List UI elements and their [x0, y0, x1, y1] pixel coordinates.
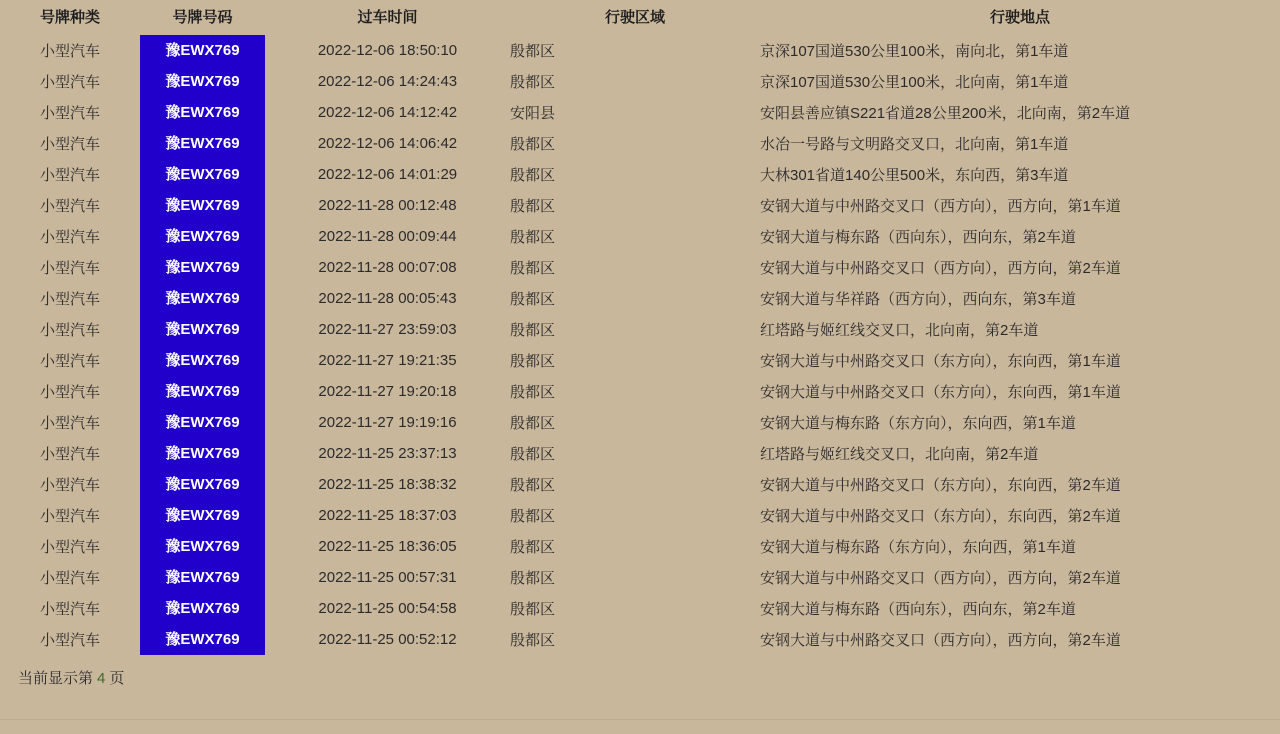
- cell-drive-location: 安钢大道与梅东路（东方向），东向西，第1车道: [760, 539, 1076, 556]
- cell-drive-location: 安钢大道与中州路交叉口（东方向），东向西，第2车道: [760, 508, 1121, 525]
- cell-drive-location: 红塔路与姬红线交叉口，北向南，第2车道: [760, 446, 1039, 463]
- cell-drive-location: 安钢大道与中州路交叉口（东方向），东向西，第1车道: [760, 384, 1121, 401]
- table-row: [0, 469, 1280, 500]
- cell-plate-type: 小型汽车: [39, 74, 100, 91]
- cell-plate-number: [140, 283, 265, 314]
- cell-pass-time: 2022-11-28 00:07:08: [318, 259, 457, 276]
- cell-drive-area: 殷都区: [510, 539, 556, 556]
- cell-drive-location: 安钢大道与华祥路（西方向），西向东，第3车道: [760, 291, 1076, 308]
- plate-badge: 豫EWX769: [140, 562, 265, 593]
- cell-drive-area: 殷都区: [510, 353, 556, 370]
- cell-pass-time: 2022-11-28 00:12:48: [318, 197, 457, 214]
- cell-drive-location: 安钢大道与梅东路（东方向），东向西，第1车道: [760, 415, 1076, 432]
- cell-drive-area: 殷都区: [510, 446, 556, 463]
- table-row: [0, 500, 1280, 531]
- plate-badge: 豫EWX769: [140, 438, 265, 469]
- column-header-drive-area: 行驶区域: [604, 9, 665, 26]
- table-header: [0, 0, 1280, 35]
- cell-pass-time: 2022-11-27 23:59:03: [318, 321, 457, 338]
- cell-plate-number: [140, 252, 265, 283]
- cell-plate-number: [140, 128, 265, 159]
- cell-pass-time: 2022-11-25 18:37:03: [318, 507, 457, 524]
- cell-plate-type: 小型汽车: [39, 198, 100, 215]
- cell-plate-number: [140, 345, 265, 376]
- table-row: [0, 35, 1280, 66]
- cell-plate-type: 小型汽车: [39, 601, 100, 618]
- cell-pass-time: 2022-11-25 18:36:05: [318, 538, 457, 555]
- cell-plate-type: 小型汽车: [39, 322, 100, 339]
- cell-plate-number: [140, 469, 265, 500]
- table-row: [0, 283, 1280, 314]
- cell-drive-area: 殷都区: [510, 167, 556, 184]
- cell-drive-location: 京深107国道530公里100米，北向南，第1车道: [760, 74, 1069, 91]
- cell-drive-area: 殷都区: [510, 508, 556, 525]
- plate-badge: 豫EWX769: [140, 345, 265, 376]
- cell-drive-location: 安钢大道与梅东路（西向东），西向东，第2车道: [760, 601, 1076, 618]
- cell-pass-time: 2022-11-25 00:52:12: [318, 631, 457, 648]
- cell-drive-location: 京深107国道530公里100米，南向北，第1车道: [760, 43, 1069, 60]
- table-row: [0, 345, 1280, 376]
- cell-drive-area: 殷都区: [510, 291, 556, 308]
- plate-badge: 豫EWX769: [140, 283, 265, 314]
- cell-drive-area: 殷都区: [510, 601, 556, 618]
- cell-plate-number: [140, 35, 265, 66]
- cell-pass-time: 2022-12-06 14:01:29: [317, 166, 458, 183]
- cell-plate-number: [140, 407, 265, 438]
- cell-plate-number: [140, 593, 265, 624]
- cell-pass-time: 2022-11-25 00:57:31: [318, 569, 457, 586]
- cell-drive-location: 安钢大道与中州路交叉口（东方向），东向西，第2车道: [760, 477, 1121, 494]
- column-header-pass-time: 过车时间: [357, 9, 418, 26]
- cell-plate-type: 小型汽车: [39, 539, 100, 556]
- cell-plate-number: [140, 376, 265, 407]
- cell-pass-time: 2022-12-06 14:24:43: [317, 73, 458, 90]
- pagination-status: [0, 655, 1280, 688]
- cell-plate-number: [140, 624, 265, 655]
- cell-drive-area: 殷都区: [510, 570, 556, 587]
- cell-drive-location: 安钢大道与中州路交叉口（西方向），西方向，第2车道: [760, 570, 1121, 587]
- table-row: [0, 531, 1280, 562]
- cell-pass-time: 2022-11-25 23:37:13: [318, 445, 457, 462]
- cell-drive-location: 安钢大道与中州路交叉口（西方向），西方向，第1车道: [760, 198, 1121, 215]
- plate-badge: 豫EWX769: [140, 469, 265, 500]
- cell-pass-time: 2022-11-25 00:54:58: [318, 600, 457, 617]
- cell-drive-location: 安钢大道与中州路交叉口（西方向），西方向，第2车道: [760, 260, 1121, 277]
- cell-plate-type: 小型汽车: [39, 477, 100, 494]
- table-row: [0, 252, 1280, 283]
- plate-badge: 豫EWX769: [140, 376, 265, 407]
- bottom-strip: [0, 719, 1280, 734]
- cell-pass-time: 2022-11-27 19:20:18: [318, 383, 457, 400]
- plate-badge: 豫EWX769: [140, 97, 265, 128]
- cell-drive-area: 安阳县: [510, 105, 556, 122]
- cell-pass-time: 2022-12-06 18:50:10: [317, 42, 458, 59]
- cell-pass-time: 2022-12-06 14:12:42: [317, 104, 458, 121]
- cell-pass-time: 2022-12-06 14:06:42: [317, 135, 458, 152]
- plate-badge: 豫EWX769: [140, 252, 265, 283]
- table-row: [0, 314, 1280, 345]
- plate-badge: 豫EWX769: [140, 314, 265, 345]
- plate-badge: 豫EWX769: [140, 159, 265, 190]
- pagination-prefix: 当前显示第: [18, 670, 94, 687]
- cell-drive-location: 安钢大道与中州路交叉口（东方向），东向西，第1车道: [760, 353, 1121, 370]
- cell-pass-time: 2022-11-28 00:09:44: [318, 228, 457, 245]
- cell-pass-time: 2022-11-28 00:05:43: [318, 290, 457, 307]
- cell-plate-type: 小型汽车: [39, 229, 100, 246]
- cell-drive-location: 大林301省道140公里500米，东向西，第3车道: [760, 167, 1069, 184]
- cell-pass-time: 2022-11-27 19:19:16: [318, 414, 457, 431]
- cell-plate-type: 小型汽车: [39, 353, 100, 370]
- table-row: [0, 159, 1280, 190]
- cell-drive-area: 殷都区: [510, 632, 556, 649]
- cell-plate-number: [140, 438, 265, 469]
- column-header-plate-number: 号牌号码: [172, 9, 233, 26]
- plate-badge: 豫EWX769: [140, 624, 265, 655]
- cell-drive-area: 殷都区: [510, 43, 556, 60]
- cell-drive-area: 殷都区: [510, 415, 556, 432]
- cell-drive-area: 殷都区: [510, 477, 556, 494]
- cell-drive-area: 殷都区: [510, 198, 556, 215]
- cell-plate-type: 小型汽车: [39, 415, 100, 432]
- plate-badge: 豫EWX769: [140, 407, 265, 438]
- cell-drive-location: 安钢大道与梅东路（西向东），西向东，第2车道: [760, 229, 1076, 246]
- table-body: [0, 35, 1280, 655]
- table-row: [0, 97, 1280, 128]
- plate-badge: 豫EWX769: [140, 221, 265, 252]
- cell-plate-type: 小型汽车: [39, 446, 100, 463]
- cell-plate-type: 小型汽车: [39, 508, 100, 525]
- table-row: [0, 562, 1280, 593]
- plate-badge: 豫EWX769: [140, 531, 265, 562]
- cell-plate-type: 小型汽车: [39, 260, 100, 277]
- cell-pass-time: 2022-11-25 18:38:32: [318, 476, 457, 493]
- cell-plate-type: 小型汽车: [39, 384, 100, 401]
- table-row: [0, 221, 1280, 252]
- cell-drive-area: 殷都区: [510, 260, 556, 277]
- table-row: [0, 66, 1280, 97]
- cell-plate-type: 小型汽车: [39, 291, 100, 308]
- cell-plate-type: 小型汽车: [39, 167, 100, 184]
- pagination-suffix: 页: [109, 670, 125, 687]
- plate-badge: 豫EWX769: [140, 593, 265, 624]
- cell-drive-location: 水冶一号路与文明路交叉口，北向南，第1车道: [760, 136, 1069, 153]
- cell-plate-number: [140, 97, 265, 128]
- table-row: [0, 128, 1280, 159]
- plate-badge: 豫EWX769: [140, 35, 265, 66]
- pagination-page-number: 4: [97, 670, 106, 687]
- cell-drive-location: 安阳县善应镇S221省道28公里200米，北向南，第2车道: [760, 105, 1131, 122]
- cell-plate-number: [140, 314, 265, 345]
- plate-badge: 豫EWX769: [140, 500, 265, 531]
- cell-plate-number: [140, 190, 265, 221]
- table-row: [0, 376, 1280, 407]
- table-row: [0, 190, 1280, 221]
- plate-badge: 豫EWX769: [140, 190, 265, 221]
- cell-plate-number: [140, 221, 265, 252]
- cell-plate-type: 小型汽车: [39, 632, 100, 649]
- table-row: [0, 407, 1280, 438]
- cell-drive-area: 殷都区: [510, 229, 556, 246]
- cell-plate-type: 小型汽车: [39, 105, 100, 122]
- cell-plate-type: 小型汽车: [39, 136, 100, 153]
- cell-drive-area: 殷都区: [510, 322, 556, 339]
- table-header-row: [0, 0, 1280, 35]
- plate-badge: 豫EWX769: [140, 66, 265, 97]
- cell-plate-number: [140, 500, 265, 531]
- cell-pass-time: 2022-11-27 19:21:35: [318, 352, 457, 369]
- cell-plate-number: [140, 66, 265, 97]
- table-row: [0, 624, 1280, 655]
- table-row: [0, 438, 1280, 469]
- cell-plate-type: 小型汽车: [39, 570, 100, 587]
- cell-plate-type: 小型汽车: [39, 43, 100, 60]
- cell-drive-area: 殷都区: [510, 136, 556, 153]
- cell-drive-area: 殷都区: [510, 384, 556, 401]
- cell-drive-area: 殷都区: [510, 74, 556, 91]
- cell-plate-number: [140, 531, 265, 562]
- cell-plate-number: [140, 159, 265, 190]
- table-row: [0, 593, 1280, 624]
- plate-badge: 豫EWX769: [140, 128, 265, 159]
- cell-drive-location: 红塔路与姬红线交叉口，北向南，第2车道: [760, 322, 1039, 339]
- cell-plate-number: [140, 562, 265, 593]
- column-header-drive-location: 行驶地点: [989, 9, 1050, 26]
- cell-drive-location: 安钢大道与中州路交叉口（西方向），西方向，第2车道: [760, 632, 1121, 649]
- column-header-plate-type: 号牌种类: [39, 9, 100, 26]
